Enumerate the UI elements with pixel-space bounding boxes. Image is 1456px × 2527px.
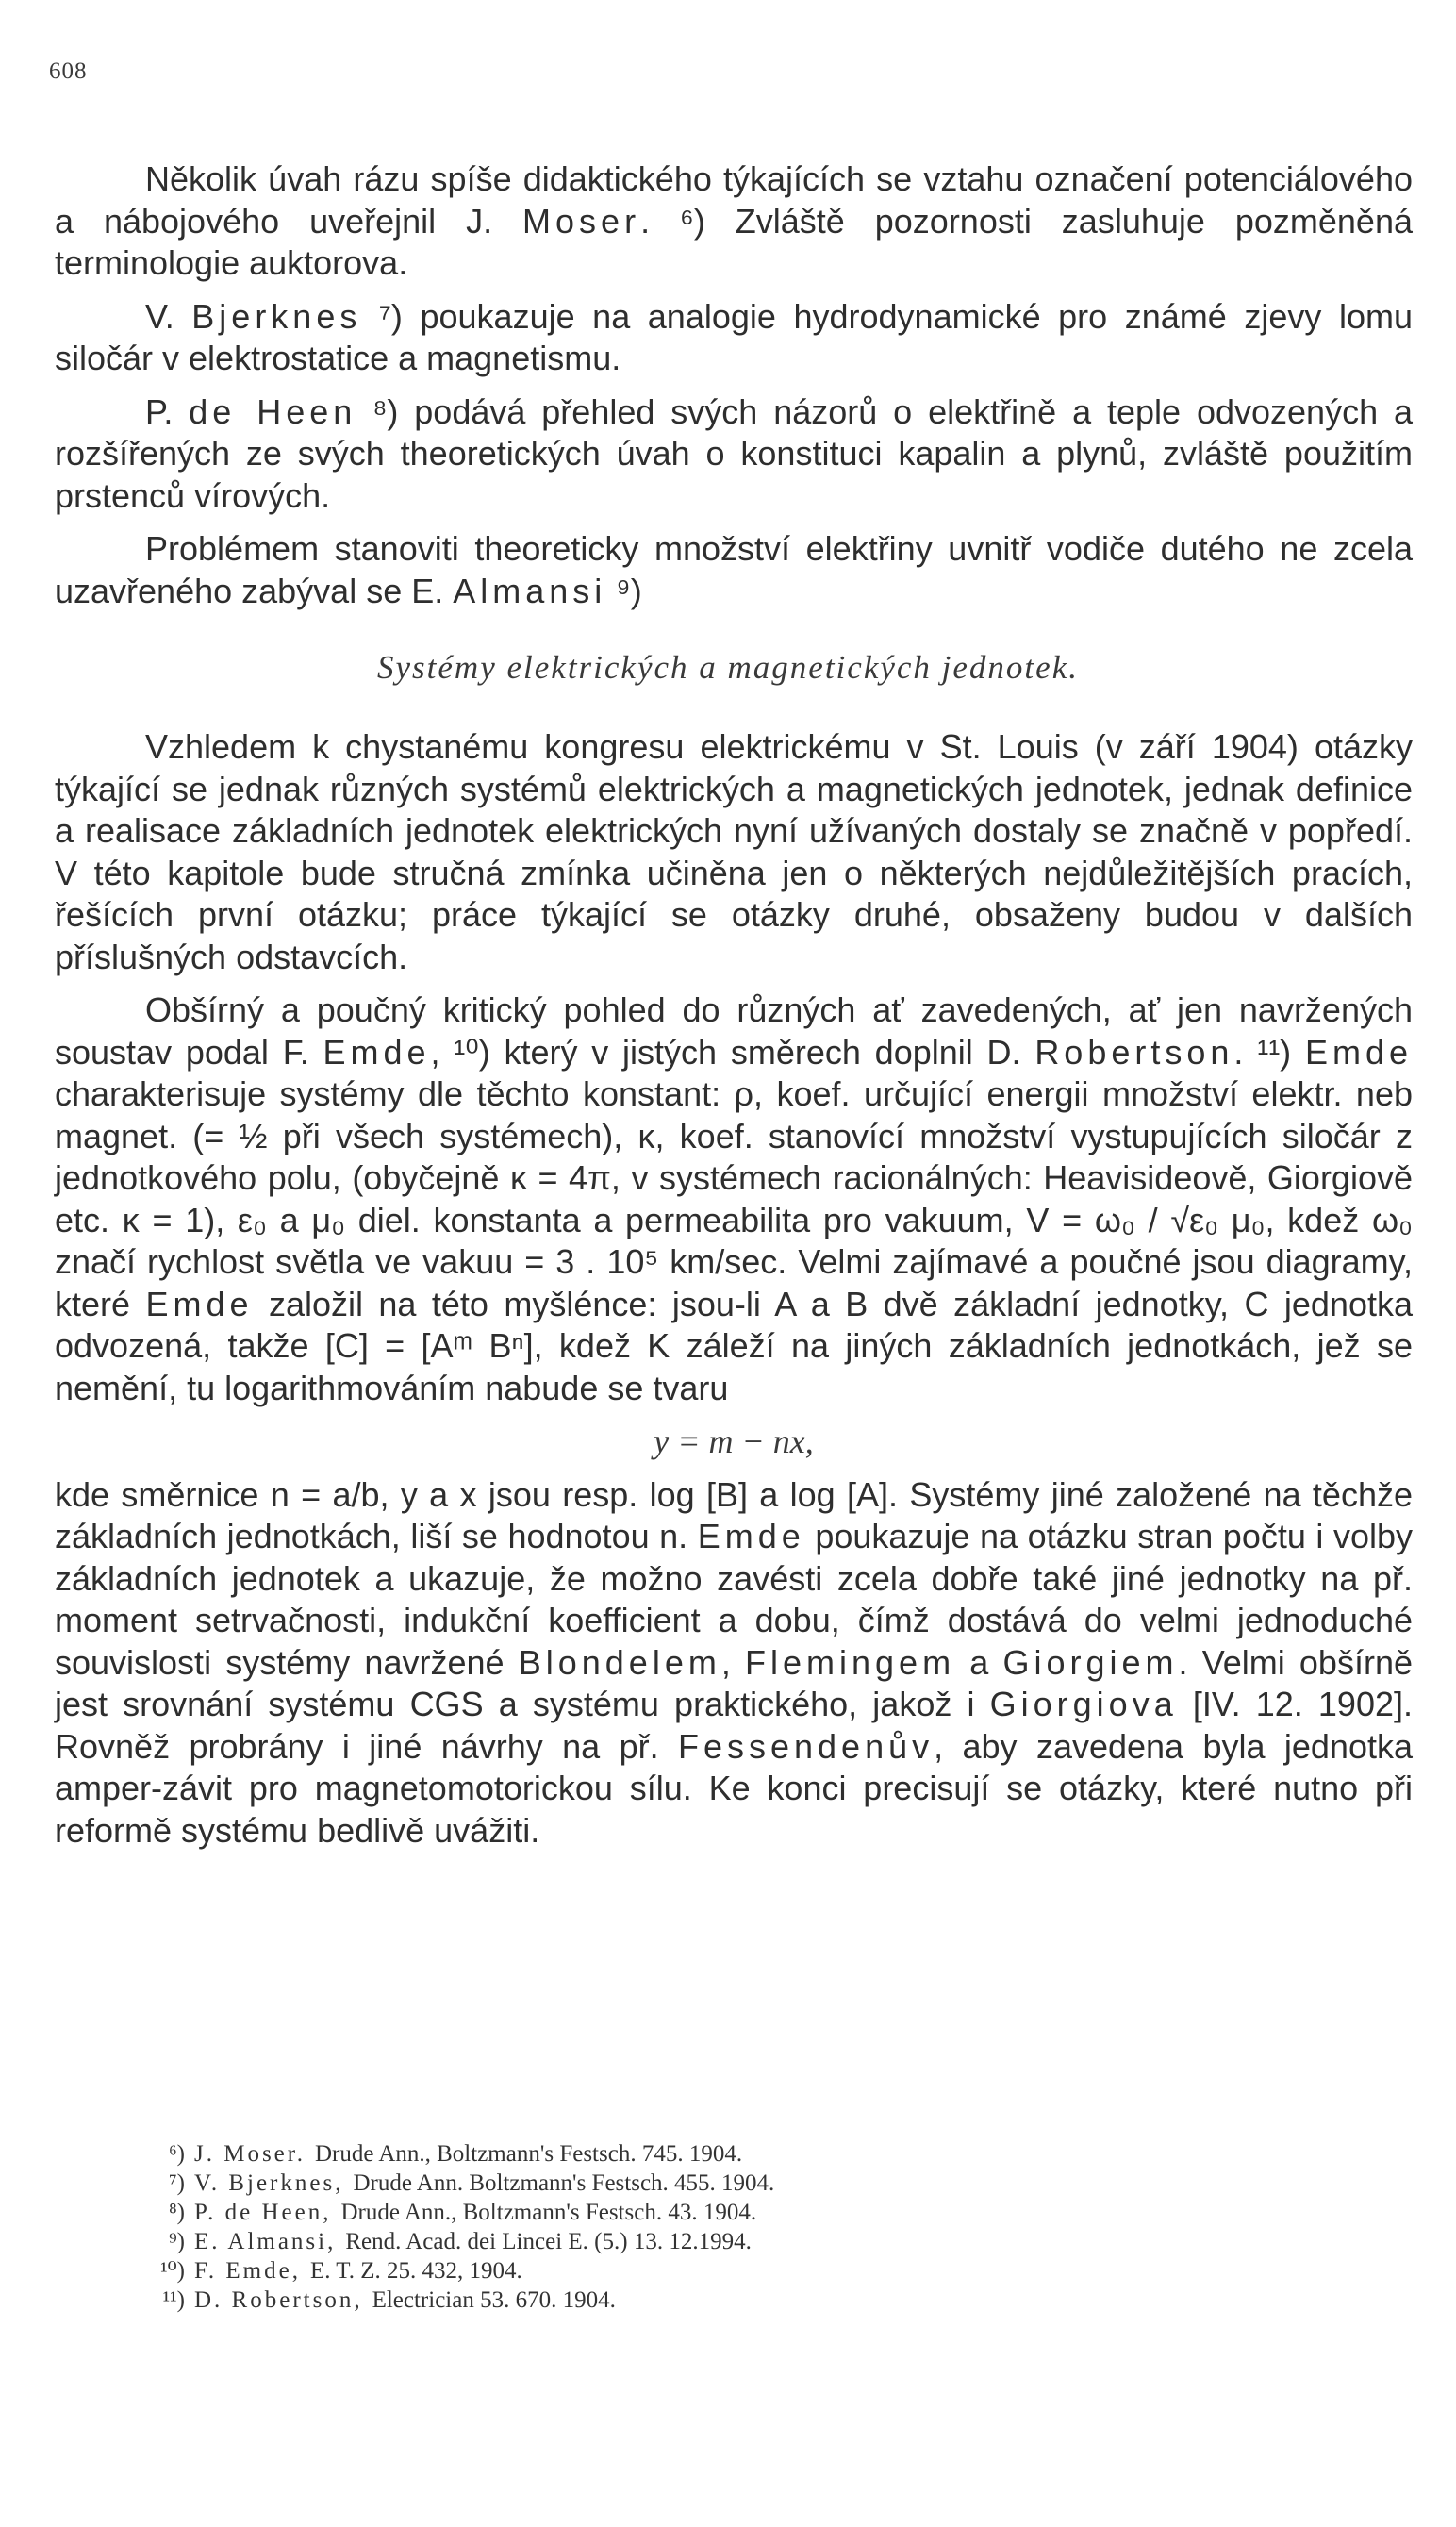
section-body	[55, 726, 1413, 1863]
text-run: a	[955, 1642, 1003, 1682]
section-heading: Systémy elektrických a magnetických jednotek.	[377, 649, 1079, 686]
paragraph	[55, 528, 1413, 612]
footnote-mark: ¹¹)	[162, 2287, 185, 2313]
author-name: Blondelem	[518, 1642, 721, 1682]
footnote-reference: Electrician 53. 670. 1904.	[372, 2287, 616, 2313]
footnote-reference: Drude Ann. Boltzmann's Festsch. 455. 1904.	[353, 2170, 775, 2196]
footnote-mark: ⁷)	[168, 2170, 185, 2196]
text-run: , aby zavedena byla jednotka amper-závit pro magnetomotorickou sílu. Ke konci precisují se otázky, které nutno při reformě systému bedlivě uvážiti.	[55, 1726, 1413, 1850]
footnote-author: E. Almansi,	[194, 2229, 337, 2254]
footnote-mark: ⁹)	[168, 2229, 185, 2254]
text-run: P.	[145, 391, 190, 431]
author-name: Moser	[522, 201, 641, 241]
author-name: Emde	[145, 1284, 254, 1323]
text-run: poukazuje na otázku stran počtu i volby základních jednotek a ukazuje, že možno zavésti zcela dobře také jiné jednotky na př. moment setrvačnosti, indukční koefficient a dobu, čímž dostává do velmi jednoduché souvislosti systémy navržené	[55, 1517, 1413, 1682]
author-name: Emde	[323, 1032, 431, 1072]
author-name: Giorgiova	[989, 1685, 1178, 1723]
text-run: . ⁶) Zvláště pozornosti zasluhuje pozměněná terminologie auktorova.	[55, 201, 1413, 282]
footnote	[141, 2227, 1367, 2256]
text-run: ⁹)	[606, 571, 642, 610]
author-name: Giorgiem	[1002, 1642, 1179, 1682]
footnote	[141, 2256, 1367, 2286]
text-run: Několik úvah rázu spíše didaktického týkajících se vztahu označení potenciálového a nábojového uveřejnil J.	[55, 159, 1413, 241]
text-run: V.	[145, 296, 192, 336]
text-run: založil na této myšlénce: jsou-li A a B dvě základní jednotky, C jednotka odvozená, takže [C] = [Aᵐ Bⁿ], kdež K záleží na jiných základních jednotkách, jež se nemění, tu logarithmováním nabude se tvaru	[55, 1284, 1413, 1407]
text-run: charakterisuje systémy dle těchto konstant: ρ, koef. určující energii množství elektr. neb magnet. (= ½ při všech systémech), κ, koef. stanovící množství vystupujících siločár z jednotkového polu, (obyčejně κ = 4π, v systémech racionálných: Heavisideově, Giorgiově etc. κ = 1), ε₀ a μ₀ diel. konstanta a permeabilita pro vakuum, V = ω₀ / √ε₀ μ₀, kdež ω₀ značí rychlost světla ve vakuu = 3 . 10⁵ km/sec. Velmi zajímavé a poučné jsou diagramy, které	[55, 1074, 1413, 1323]
author-name: Almansi	[453, 571, 607, 610]
page-number: 608	[49, 58, 88, 84]
text-run: ⁷) poukazuje na analogie hydrodynamické pro známé zjevy lomu siločár v elektrostatice a magnetismu.	[55, 296, 1413, 377]
paragraph	[55, 296, 1413, 380]
footnotes	[141, 2139, 1367, 2315]
footnote-reference: Rend. Acad. dei Lincei E. (5.) 13. 12.1994.	[345, 2229, 752, 2254]
footnote	[141, 2286, 1367, 2315]
paragraph	[55, 989, 1413, 1409]
text-run: Vzhledem k chystanému kongresu elektrickému v St. Louis (v září 1904) otázky týkající se jednak různých systémů elektrických a magnetických jednotek, jednak definice a realisace základních jednotek elektrických nyní užívaných dostaly se značně v popředí. V této kapitole bude stručná zmínka učiněna jen o některých nejdůležitějších pracích, řešících první otázku; práce týkající se otázky druhé, obsaženy budou v dalších příslušných odstavcích.	[55, 727, 1413, 976]
text-run: Problémem stanoviti theoreticky množství elektřiny uvnitř vodiče dutého ne zcela uzavřeného zabýval se E.	[55, 529, 1413, 610]
author-name: Emde	[1304, 1032, 1413, 1072]
footnote	[141, 2169, 1367, 2198]
text-run: [IV. 12. 1902]. Rovněž probrány i jiné návrhy na př.	[55, 1685, 1413, 1766]
intro-paragraphs	[55, 158, 1413, 623]
footnote-reference: E. T. Z. 25. 432, 1904.	[309, 2258, 522, 2284]
text-run: , ¹⁰) který v jistých směrech doplnil D.	[430, 1032, 1035, 1072]
text-run: kde směrnice n = a/b, y a x jsou resp. log [B] a log [A]. Systémy jiné založené na těchže základních jednotkách, liší se hodnotou n.	[55, 1474, 1413, 1555]
paragraph	[55, 158, 1413, 285]
author-name: Bjerknes	[191, 296, 362, 336]
author-name: de Heen	[189, 391, 357, 431]
paragraph	[55, 1474, 1413, 1853]
footnote-mark: ¹⁰)	[160, 2258, 185, 2284]
footnote-author: J. Moser.	[194, 2141, 306, 2167]
footnote-reference: Drude Ann., Boltzmann's Festsch. 43. 1904.	[340, 2200, 757, 2225]
footnote-author: D. Robertson,	[194, 2287, 363, 2313]
footnote-author: F. Emde,	[194, 2258, 301, 2284]
footnote-mark: ⁸)	[168, 2200, 185, 2225]
text-run: ,	[720, 1642, 746, 1682]
paragraph	[55, 391, 1413, 518]
author-name: Flemingem	[745, 1642, 956, 1682]
author-name: Robertson	[1034, 1032, 1234, 1072]
author-name: Emde	[697, 1517, 805, 1555]
footnote-author: V. Bjerknes,	[194, 2170, 344, 2196]
text-run: Obšírný a poučný kritický pohled do různých ať zavedených, ať jen navržených soustav podal F.	[55, 990, 1413, 1072]
text-run: ⁸) podává přehled svých názorů o elektřině a teple odvozených a rozšířených ze svých theoretických úvah o konstituci kapalin a plynů, zvláště použitím prstenců vírových.	[55, 391, 1414, 515]
text-run: . ¹¹)	[1233, 1032, 1305, 1072]
author-name: Fessendenův	[677, 1726, 935, 1766]
text-run: . Velmi obšírně jest srovnání systému CGS a systému praktického, jakož i	[55, 1642, 1413, 1723]
footnote-mark: ⁶)	[168, 2141, 185, 2167]
footnote-author: P. de Heen,	[194, 2200, 332, 2225]
footnote-reference: Drude Ann., Boltzmann's Festsch. 745. 1904.	[314, 2141, 743, 2167]
footnote	[141, 2198, 1367, 2227]
paragraph	[55, 726, 1413, 978]
footnote	[141, 2139, 1367, 2169]
formula: y = m − nx,	[654, 1422, 814, 1460]
